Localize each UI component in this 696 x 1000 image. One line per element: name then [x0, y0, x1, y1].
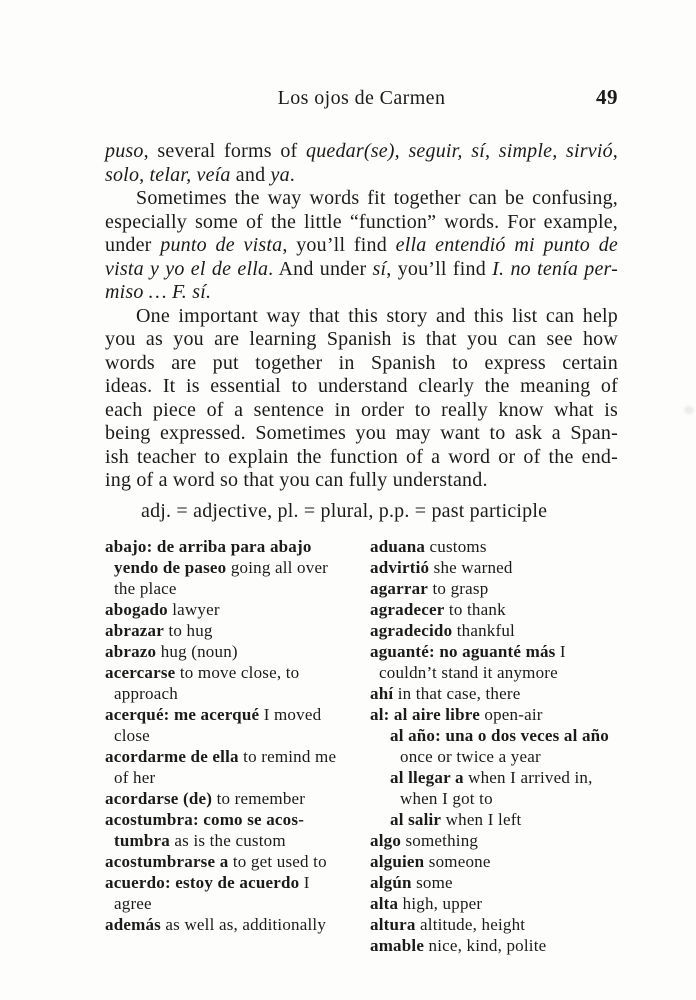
glossary-headword: agarrar: [370, 578, 429, 598]
glossary-headword: al año: una o dos veces al año: [390, 725, 609, 745]
glossary-headword: aduana: [370, 536, 426, 556]
glossary-headword: aguanté: no aguanté más: [370, 641, 556, 661]
glossary-headword: acostumbrarse a: [105, 851, 229, 871]
glossary-headword: alta: [370, 893, 399, 913]
glossary-headword: al salir: [390, 809, 442, 829]
glossary-headword: al: al aire libre: [370, 704, 480, 724]
abbreviation-key: adj. = adjective, pl. = plural, p.p. = past participle: [141, 499, 548, 522]
glossary-entry: [105, 809, 350, 851]
glossary-entry: [370, 935, 618, 956]
glossary-headword: abajo: de arriba para abajo yendo de paseo: [105, 536, 312, 577]
glossary-headword: agradecer: [370, 599, 445, 619]
glossary-headword: acordarme de ella: [105, 746, 239, 766]
text-segment: ideas. It is essential to understand clearly the meaning of: [105, 375, 618, 397]
glossary-headword: abrazar: [105, 620, 164, 640]
text-segment: hug (noun): [156, 641, 238, 661]
text-segment: ish teacher to explain the function of a word or of the end-: [105, 445, 618, 468]
glossary-entry: [370, 809, 618, 830]
glossary-column-right: [370, 536, 618, 956]
glossary-headword: además: [105, 914, 161, 934]
text-segment: to grasp: [428, 578, 489, 598]
body-paragraphs: [105, 140, 618, 493]
text-segment: ya: [270, 163, 290, 186]
body-line: [105, 469, 618, 493]
text-segment: and: [230, 163, 271, 186]
glossary-entry: [370, 767, 618, 809]
glossary-entry: [370, 536, 618, 557]
glossary-entry: [370, 620, 618, 641]
text-segment: , several forms of: [143, 140, 306, 162]
text-segment: under: [105, 234, 161, 256]
glossary-entry: [370, 557, 618, 578]
glossary-entry: [105, 620, 350, 641]
glossary-entry: [370, 914, 618, 935]
text-segment: punto de vista: [160, 234, 283, 256]
text-segment: customs: [425, 536, 487, 556]
text-segment: someone: [424, 851, 491, 871]
text-segment: puso: [105, 140, 144, 162]
body-line: [105, 187, 618, 211]
body-line: [105, 352, 618, 376]
body-line: [105, 281, 618, 305]
glossary-headword: algo: [370, 830, 402, 850]
glossary-headword: acercarse: [105, 662, 176, 682]
glossary-entry: [105, 536, 350, 599]
running-header: [105, 87, 618, 114]
glossary-headword: abrazo: [105, 641, 157, 661]
text-segment: once or twice a year: [400, 746, 541, 766]
text-segment: .: [289, 163, 295, 186]
text-segment: when I arrived in, when I got to: [400, 767, 593, 808]
glossary-headword: acostumbra: como se acostumbra: [105, 809, 304, 850]
text-segment: miso … F. sí.: [105, 281, 212, 303]
text-segment: to thank: [444, 599, 506, 619]
glossary-headword: acuerdo: estoy de acuerdo: [105, 872, 300, 892]
body-line: [105, 399, 618, 423]
glossary-entry: [370, 830, 618, 851]
body-line: [105, 305, 618, 329]
glossary-headword: al llegar a: [390, 767, 464, 787]
text-segment: she warned: [429, 557, 513, 577]
glossary-entry: [370, 851, 618, 872]
page-number: 49: [596, 85, 618, 109]
glossary-headword: amable: [370, 935, 425, 955]
page-content: [105, 87, 618, 956]
body-line: [105, 234, 618, 258]
glossary-headword: abogado: [105, 599, 168, 619]
glossary-entry: [105, 746, 350, 788]
text-segment: ing of a word so that you can fully understand.: [105, 469, 488, 491]
glossary-headword: alguien: [370, 851, 425, 871]
text-segment: I couldn’t stand it anymore: [379, 641, 566, 682]
text-segment: in that case, there: [393, 683, 521, 703]
glossary-entry: [370, 641, 618, 683]
body-line: [105, 258, 618, 282]
glossary-entry: [105, 851, 350, 872]
glossary-entry: [105, 872, 350, 914]
glossary-entry: [370, 893, 618, 914]
text-segment: thankful: [452, 620, 515, 640]
text-segment: to remember: [212, 788, 306, 808]
body-line: [105, 375, 618, 399]
glossary-entry: [370, 683, 618, 704]
text-segment: altitude, height: [415, 914, 526, 934]
text-segment: One important way that this story and this list can help: [136, 304, 618, 327]
glossary-headword: ahí: [370, 683, 394, 703]
text-segment: high, upper: [398, 893, 483, 913]
glossary-entry: [105, 704, 350, 746]
glossary-entry: [370, 578, 618, 599]
text-segment: I moved close: [114, 704, 322, 745]
glossary-headword: acerqué: me acerqué: [105, 704, 260, 724]
text-segment: lawyer: [167, 599, 220, 619]
text-segment: ella entendió mi punto de: [395, 234, 619, 256]
body-line: [105, 140, 618, 164]
text-segment: sí: [372, 257, 387, 280]
glossary-entry: [105, 914, 350, 935]
text-segment: to move close, to approach: [114, 662, 300, 703]
body-line: [105, 211, 618, 235]
glossary-entry: [105, 599, 350, 620]
body-line: [105, 446, 618, 470]
text-segment: nice, kind, polite: [424, 935, 547, 955]
text-segment: to hug: [164, 620, 213, 640]
text-segment: something: [401, 830, 479, 850]
text-segment: I. no tenía per-: [492, 257, 619, 280]
text-segment: being expressed. Sometimes you may want to ask a Span-: [105, 422, 618, 444]
body-line: [105, 422, 618, 446]
text-segment: words are put together in Spanish to express certain: [105, 351, 618, 374]
glossary-entry: [105, 662, 350, 704]
text-segment: open-air: [479, 704, 543, 724]
glossary-entry: [105, 641, 350, 662]
glossary: [105, 536, 618, 956]
text-segment: especially some of the little “function” words. For example,: [105, 210, 618, 233]
body-line: [105, 328, 618, 352]
text-segment: as well as, additionally: [160, 914, 327, 934]
glossary-column-left: [105, 536, 350, 956]
text-segment: as is the custom: [169, 830, 286, 850]
glossary-headword: algún: [370, 872, 412, 892]
text-segment: you as you are learning Spanish is that you can see how: [105, 328, 618, 350]
glossary-entry: [370, 872, 618, 893]
glossary-headword: advirtió: [370, 557, 430, 577]
body-line: [105, 164, 618, 188]
text-segment: Sometimes the way words fit together can be confusing,: [136, 187, 618, 209]
text-segment: I agree: [114, 872, 310, 913]
text-segment: solo, telar, veía: [105, 163, 231, 186]
glossary-headword: agradecido: [370, 620, 453, 640]
glossary-entry: [370, 599, 618, 620]
text-segment: , you’ll find: [386, 257, 493, 280]
glossary-headword: altura: [370, 914, 416, 934]
text-segment: some: [411, 872, 453, 892]
book-title: Los ojos de Carmen: [277, 87, 446, 109]
text-segment: to remind me of her: [114, 746, 337, 787]
text-segment: when I left: [441, 809, 522, 829]
glossary-entry: [370, 704, 618, 725]
text-segment: each piece of a sentence in order to really know what is: [105, 398, 618, 421]
scan-smudge-artifact: [684, 406, 694, 414]
glossary-headword: acordarse (de): [105, 788, 213, 808]
text-segment: going all over the place: [114, 557, 329, 598]
text-segment: . And under: [268, 257, 373, 280]
text-segment: , you’ll find: [282, 234, 396, 256]
text-segment: vista y yo el de ella: [105, 257, 269, 280]
text-segment: to get used to: [228, 851, 327, 871]
glossary-entry: [105, 788, 350, 809]
glossary-entry: [370, 725, 618, 767]
text-segment: quedar(se), seguir, sí, simple, sirvió,: [306, 140, 618, 162]
